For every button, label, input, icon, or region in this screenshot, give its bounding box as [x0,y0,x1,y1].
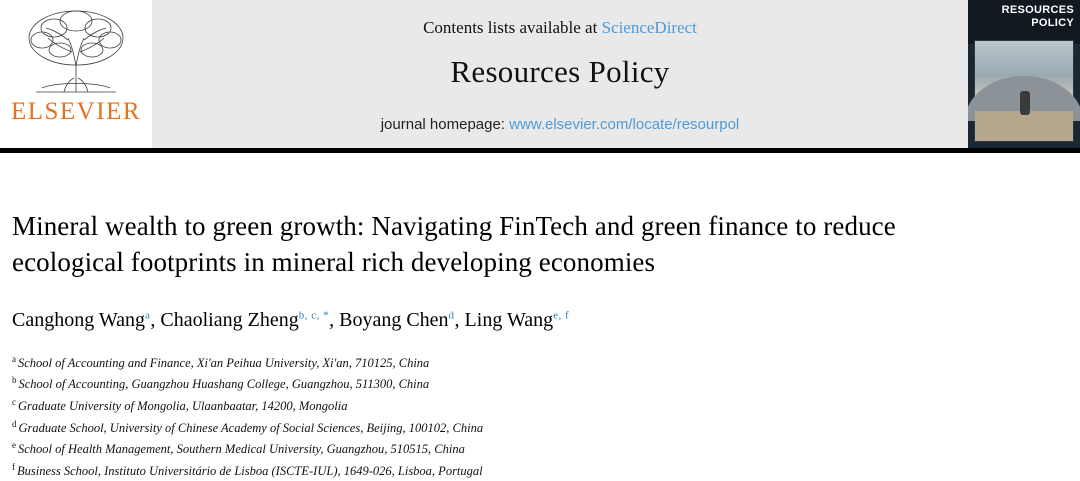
cover-photo-image [974,40,1074,142]
affiliation-mark: a [12,353,16,364]
author-name: Ling Wang [464,308,554,331]
page-title: Mineral wealth to green growth: Navigating FinTech and green finance to reduce ecological footprints in mineral rich developing economies [12,211,896,277]
author-entry [160,309,339,331]
cover-ground-shape [975,111,1073,141]
elsevier-wordmark: ELSEVIER [10,98,142,125]
cover-figure-shape [1020,91,1030,115]
affiliation-mark: f [12,461,15,472]
author-affiliation-marks: b, c, * [298,309,330,321]
affiliation-text: School of Health Management, Southern Medical University, Guangzhou, 510515, China [18,442,465,457]
author-affiliation-marks: d [448,309,455,321]
affiliation-item [12,416,1012,438]
journal-title: Resources Policy [450,53,670,89]
header-divider-rule [0,148,1080,153]
affiliation-mark: b [12,375,17,386]
journal-banner-center [152,0,968,148]
affiliation-item [12,437,1012,459]
contents-available-line [423,18,697,38]
affiliation-item [12,351,1012,373]
author-entry [339,309,464,331]
article-header [12,208,1012,481]
affiliation-list [12,351,1012,481]
publisher-logo-area [0,0,152,148]
affiliation-text: Graduate School, University of Chinese Academy of Social Sciences, Beijing, 100102, China [18,420,484,435]
affiliation-item [12,459,1012,481]
journal-homepage-link[interactable]: www.elsevier.com/locate/resourpol [509,115,740,133]
affiliation-mark: c [12,396,16,407]
contents-prefix-text: Contents lists available at [423,17,602,37]
author-entry [12,309,160,331]
author-separator: , [454,308,465,331]
author-list [12,302,1012,333]
affiliation-text: Graduate University of Mongolia, Ulaanbaatar, 14200, Mongolia [18,399,348,414]
homepage-prefix-text: journal homepage: [380,115,510,133]
author-separator: , [150,308,161,331]
cover-title-line2: POLICY [1031,17,1074,29]
affiliation-item [12,394,1012,416]
affiliation-text: School of Accounting, Guangzhou Huashang College, Guangzhou, 511300, China [18,377,430,392]
author-name: Chaoliang Zheng [160,308,299,331]
cover-title-line1: RESOURCES [1001,4,1074,16]
cover-title-text [968,0,1080,44]
journal-header-banner [0,0,1080,148]
author-affiliation-marks: a [145,309,151,321]
affiliation-text: School of Accounting and Finance, Xi'an Peihua University, Xi'an, 710125, China [18,355,430,370]
affiliation-mark: d [12,418,17,429]
author-affiliation-marks: e, f [553,309,570,321]
affiliation-item [12,372,1012,394]
author-name: Boyang Chen [339,308,449,331]
affiliation-mark: e [12,440,16,451]
journal-homepage-line [381,116,740,133]
elsevier-tree-icon [16,4,136,100]
sciencedirect-link[interactable]: ScienceDirect [601,17,697,37]
author-name: Canghong Wang [12,308,146,331]
author-entry [465,309,570,331]
affiliation-text: Business School, Instituto Universitário de Lisboa (ISCTE-IUL), 1649-026, Lisboa, Portugal [17,464,483,479]
journal-cover-thumbnail [968,0,1080,148]
author-separator: , [329,308,340,331]
